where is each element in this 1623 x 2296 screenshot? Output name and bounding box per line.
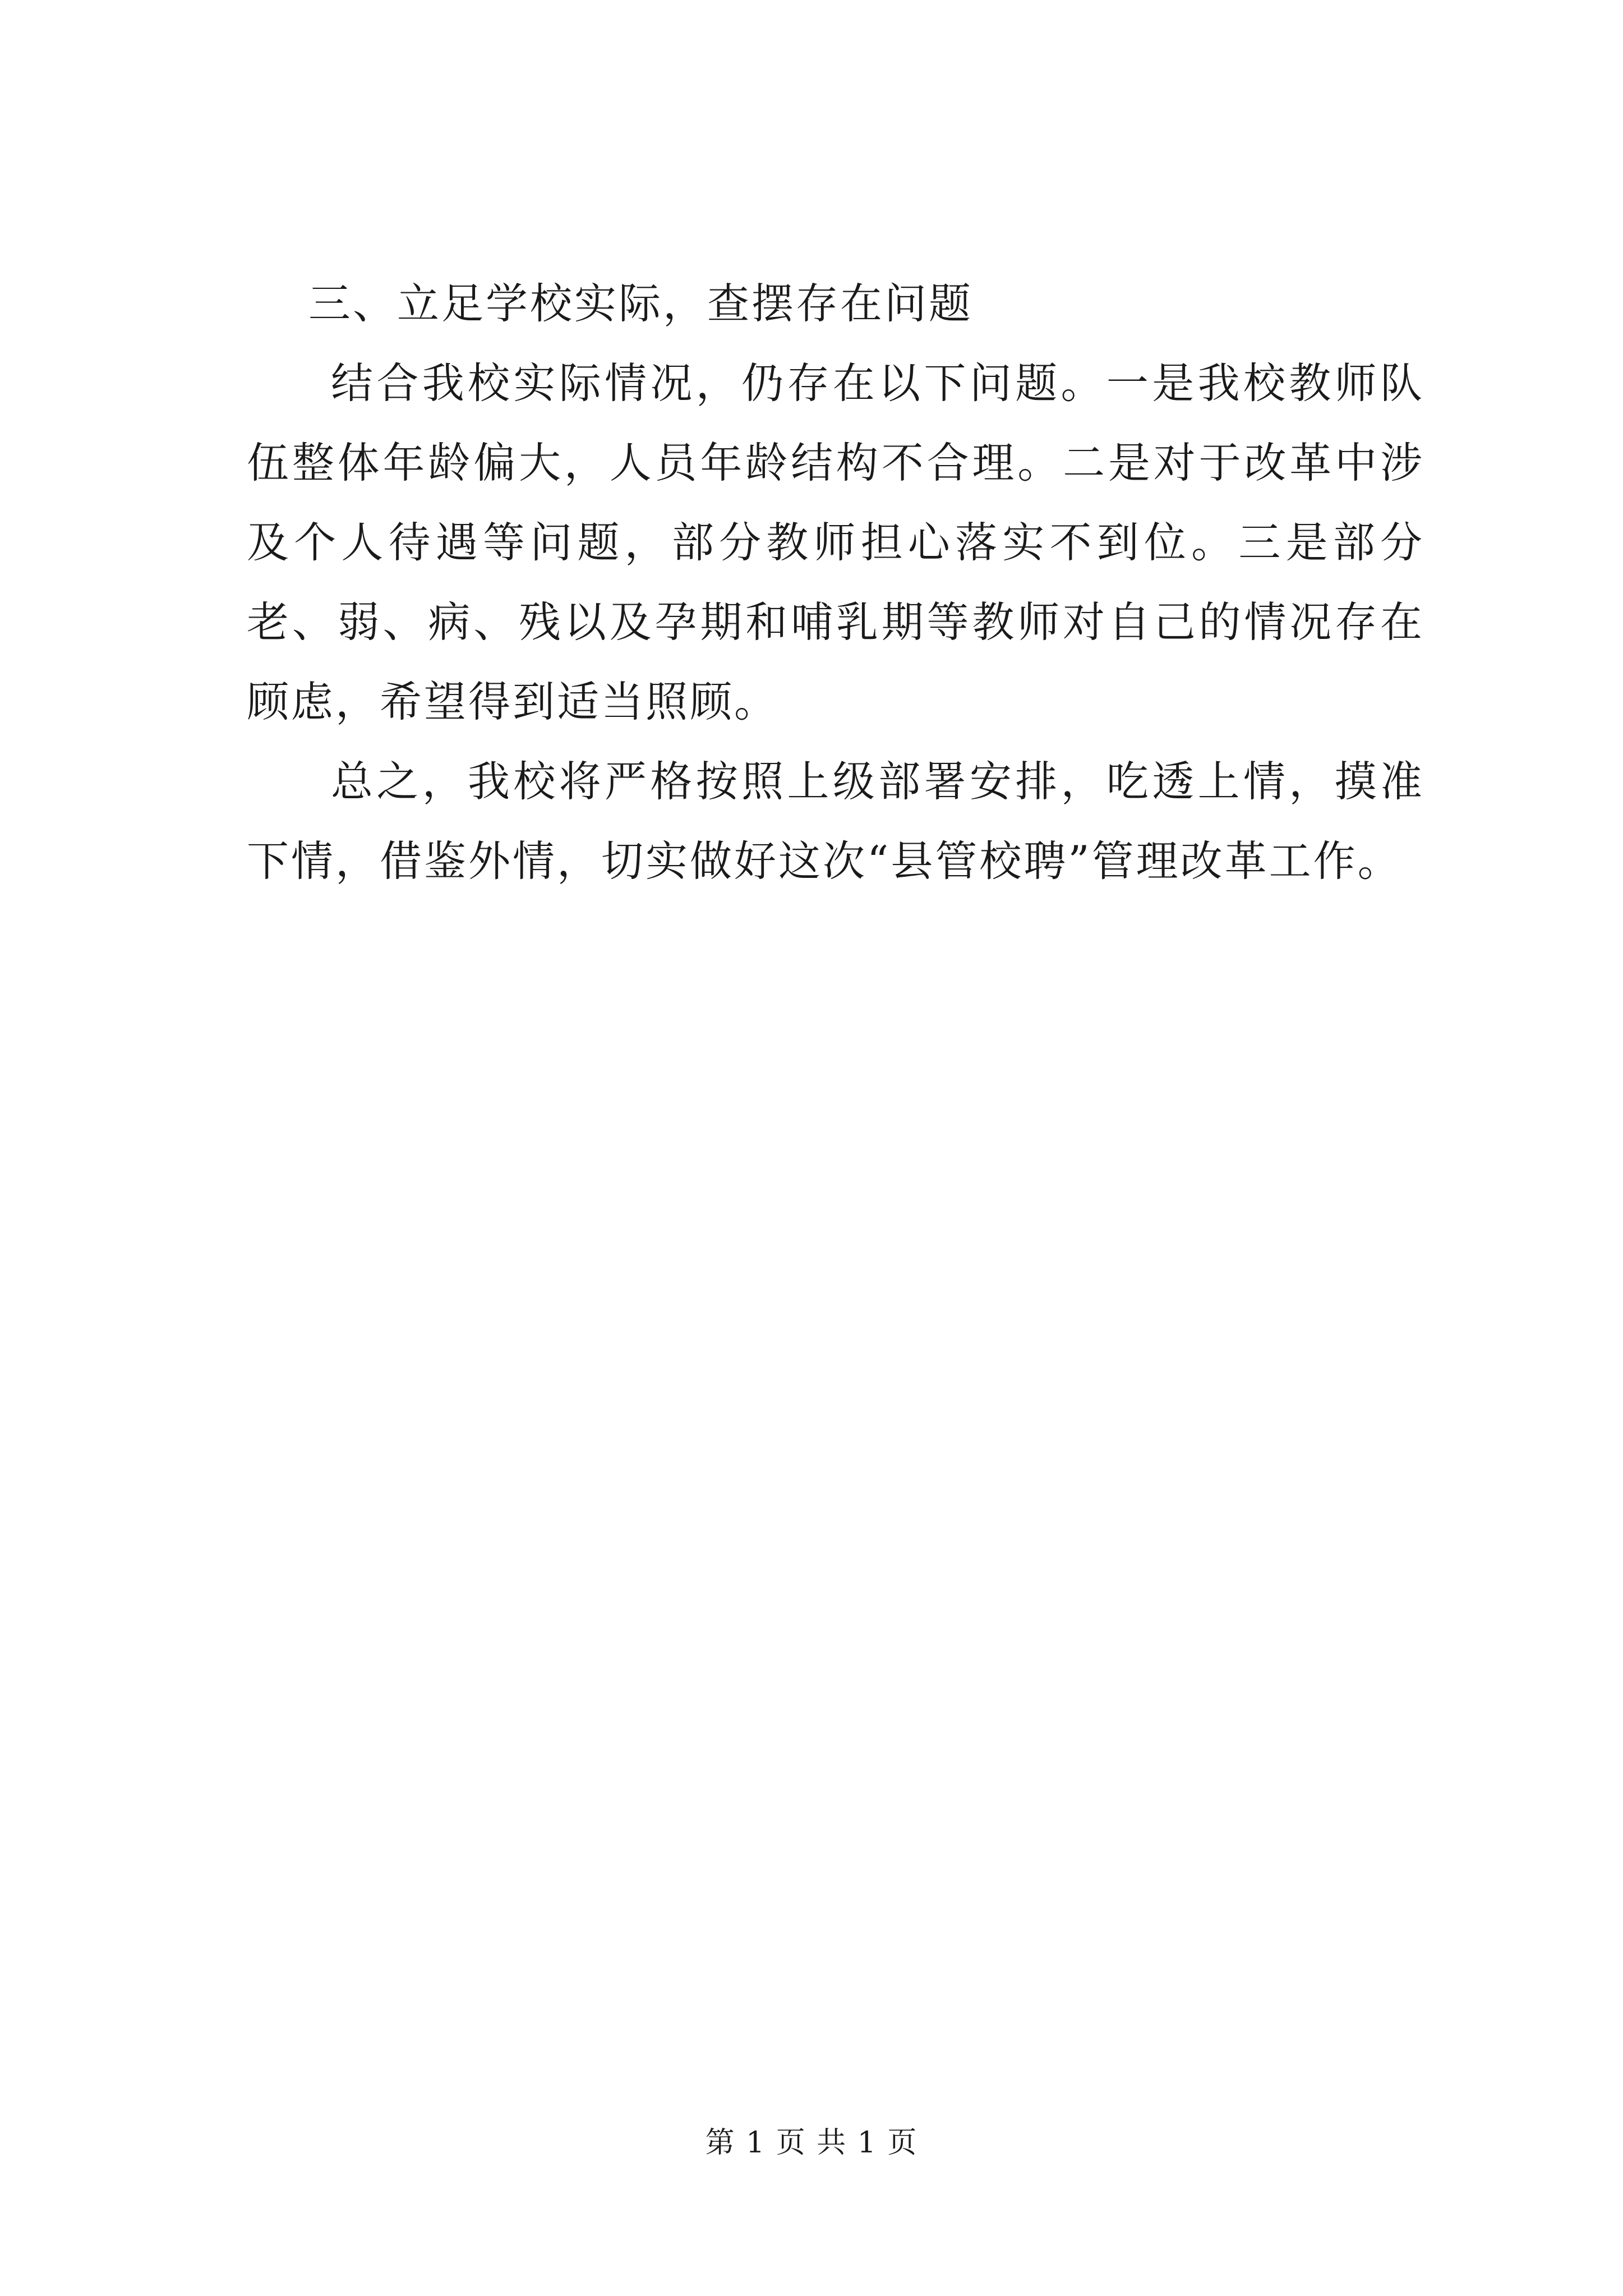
paragraph-conclusion: 总之，我校将严格按照上级部署安排，吃透上情，摸准下情，借鉴外情，切实做好这次“县管校聘”管理改革工作。 bbox=[247, 757, 1424, 886]
document-body bbox=[247, 264, 1424, 901]
section-heading: 三、立足学校实际，查摆存在问题 bbox=[308, 279, 974, 328]
page-number-footer: 第 1 页 共 1 页 bbox=[705, 2126, 918, 2160]
paragraph-problems: 结合我校实际情况，仍存在以下问题。一是我校教师队伍整体年龄偏大，人员年龄结构不合理。二是对于改革中涉及个人待遇等问题，部分教师担心落实不到位。三是部分老、弱、病、残以及孕期和哺乳期等教师对自己的情况存在顾虑，希望得到适当照顾。 bbox=[247, 358, 1424, 726]
